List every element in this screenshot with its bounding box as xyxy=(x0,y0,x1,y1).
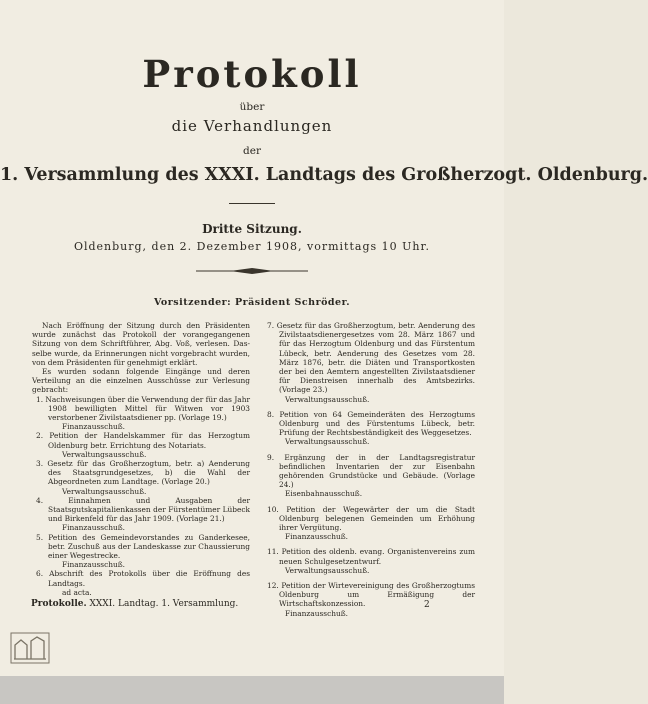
item-committee: Finanzausschuß. xyxy=(285,532,349,542)
assembly-heading: 1. Versammlung des XXXI. Landtags des Großherzogt. Oldenburg. xyxy=(0,165,648,185)
place-date-line: Oldenburg, den 2. Dezember 1908, vormittags 10 Uhr. xyxy=(73,240,431,253)
footer-line xyxy=(31,599,238,609)
item-text: 11. Petition des oldenb. evang. Organistenvereins zum neuen Schulgesetzentwurf. xyxy=(267,547,475,566)
item-text: 10. Petition der Wegewärter der um die Stadt Oldenburg belegenen Gemeinden um Erhöhung ihrer Vergütung. xyxy=(267,504,475,533)
list-item xyxy=(32,496,250,533)
list-item xyxy=(263,581,475,618)
short-divider xyxy=(229,203,275,204)
item-text: 8. Petition von 64 Gemeinderäten des Herzogtums Oldenburg und des Fürstentums Lübeck, betr. Prüfung der Rechtsbeständigkeit des Weggesetzes. xyxy=(267,409,475,438)
item-committee: Verwaltungsausschuß. xyxy=(285,565,370,575)
item-text: 3. Gesetz für das Großherzogtum, betr. a) Aenderung des Staatsgrundgesetzes, b) die Wahl der Abgeordneten zum Landtage. (Vorlage 20.) xyxy=(36,459,250,487)
item-committee: Verwaltungsausschuß. xyxy=(285,394,370,404)
item-text: 9. Ergänzung der in der Landtagsregistratur befindlichen Inventarien der zur Eisenbahn gehörenden Grundstücke und Gebäude. (Vorlage 24.) xyxy=(267,452,475,490)
intro-paragraph-1: Nach Eröffnung der Sitzung durch den Präsidenten wurde zunächst das Protokoll der vorangegangenen Sitzung von dem Schriftführer, Abg. Voß, verlesen. Das-selbe wurde, da Erinnerungen nicht vorgebracht wurden, von dem Präsidenten für genehmigt erklärt. xyxy=(32,321,250,367)
item-text: 1. Nachweisungen über die Verwendung der für das Jahr 1908 bewilligten Mittel für Witwen vor 1903 verstorbener Zivilstaatsdiener pp. (Vorlage 19.) xyxy=(36,394,250,423)
right-column xyxy=(263,321,475,618)
left-column xyxy=(32,321,250,597)
list-item xyxy=(32,459,250,496)
subtitle: die Verhandlungen xyxy=(171,117,333,135)
chair-line: Vorsitzender: Präsident Schröder. xyxy=(153,297,351,308)
item-committee: Finanzausschuß. xyxy=(62,523,126,533)
word-der: der xyxy=(243,145,261,157)
item-committee: ad acta. xyxy=(62,587,92,597)
item-text: 7. Gesetz für das Großherzogtum, betr. Aenderung des Zivilstaatsdienergesetzes vom 28. März 1867 und für das Herzogtum Oldenburg und das Fürstentum Lübeck, betr. Aenderung des Gesetzes vom 28. März 1876, betr. die Diäten und Transportkosten der bei den Aemtern angestellten Zivilstaatsdiener für Dienstreisen innerhalb des Amtsbezirks. (Vorlage 23.) xyxy=(267,321,475,395)
item-committee: Finanzausschuß. xyxy=(62,422,126,432)
library-stamp-icon xyxy=(10,632,50,664)
list-item xyxy=(263,505,475,542)
footer-label: Protokolle. xyxy=(31,599,87,609)
viewer-bottom-bar xyxy=(0,676,504,704)
item-text: 4. Einnahmen und Ausgaben der Staatsgutskapitalienkassen der Fürstentümer Lübeck und Birkenfeld für das Jahr 1909. (Vorlage 21.) xyxy=(36,495,250,524)
item-committee: Verwaltungsausschuß. xyxy=(62,486,147,496)
item-text: 6. Abschrift des Protokolls über die Eröffnung des Landtags. xyxy=(36,569,250,588)
list-item xyxy=(32,395,250,432)
footer-text: XXXI. Landtag. 1. Versammlung. xyxy=(89,599,239,609)
list-item xyxy=(32,431,250,459)
item-committee: Verwaltungsausschuß. xyxy=(62,449,147,459)
list-item xyxy=(32,569,250,597)
document-title: Protokoll xyxy=(142,52,362,96)
page-number: 2 xyxy=(424,600,430,610)
list-item xyxy=(32,533,250,570)
list-item xyxy=(263,453,475,499)
list-item xyxy=(263,321,475,404)
intro-paragraph-2: Es wurden sodann folgende Eingänge und deren Verteilung an die einzelnen Ausschüsse zur Verlesung gebracht: xyxy=(32,367,250,395)
item-text: 5. Petition des Gemeindevorstandes zu Ganderkesee, betr. Zuschuß aus der Landeskasse zur Chaussierung einer Wegestrecke. xyxy=(36,532,250,561)
item-committee: Finanzausschuß. xyxy=(62,560,126,570)
item-text: 12. Petition der Wirtevereinigung des Großherzogtums Oldenburg um Ermäßigung der Wirtschaftskonzession. xyxy=(267,581,475,609)
list-item xyxy=(263,410,475,447)
item-text: 2. Petition der Handelskammer für das Herzogtum Oldenburg betr. Errichtung des Notariats. xyxy=(36,431,250,450)
ornament-divider xyxy=(196,266,308,276)
session-heading: Dritte Sitzung. xyxy=(202,222,302,236)
item-committee: Eisenbahnausschuß. xyxy=(285,489,363,499)
item-committee: Verwaltungsausschuß. xyxy=(285,437,370,447)
word-ueber: über xyxy=(239,101,265,113)
item-committee: Finanzausschuß. xyxy=(285,608,349,618)
list-item xyxy=(263,547,475,575)
